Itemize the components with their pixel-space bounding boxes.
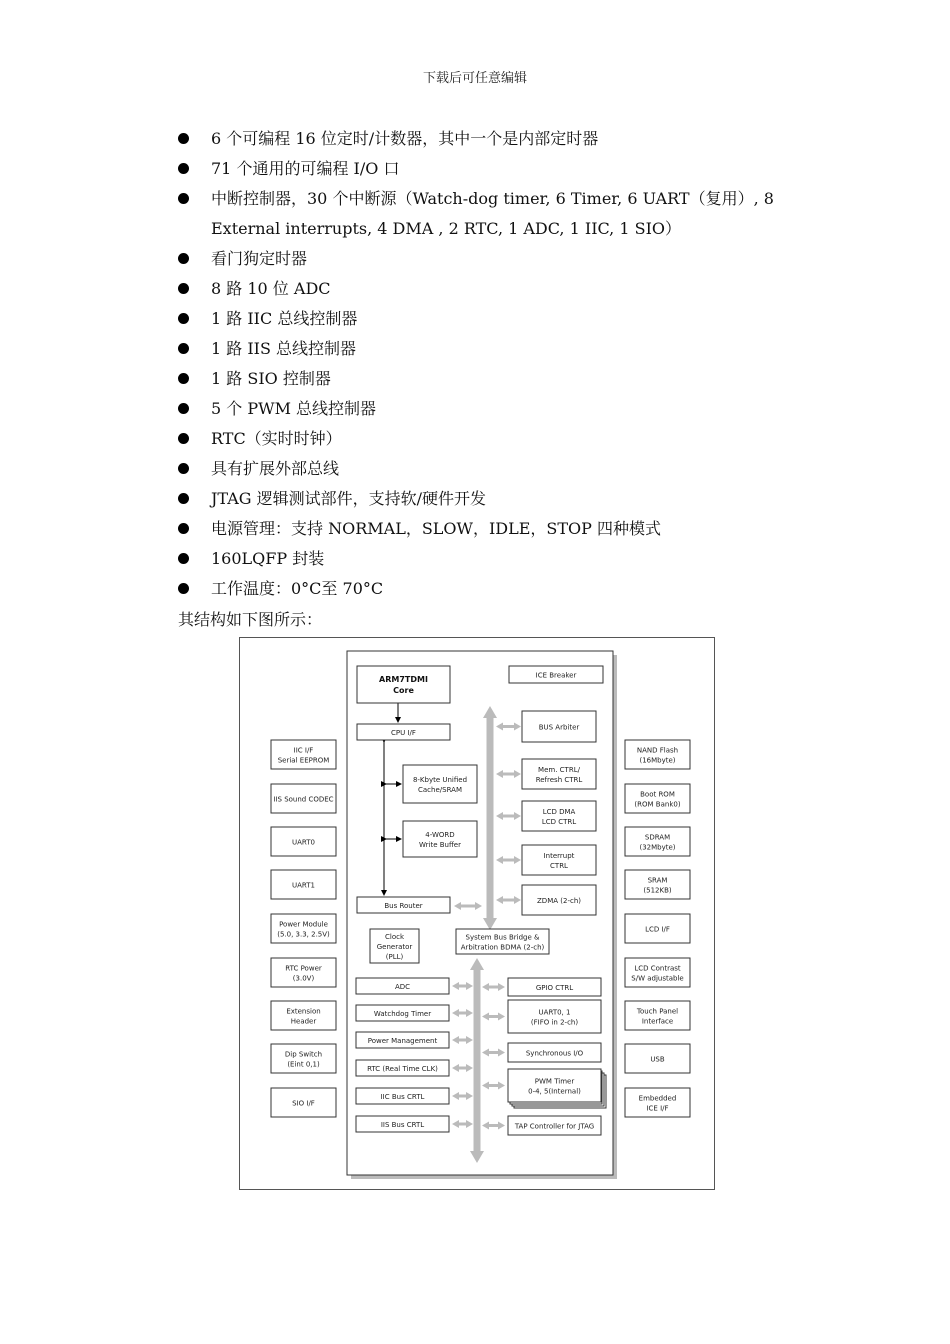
left-peripheral-7-label: (Eint 0,1): [287, 1060, 320, 1069]
upper-block-0-label: BUS Arbiter: [538, 723, 580, 732]
clock-generator-label: (PLL): [385, 953, 404, 961]
bullet-text: 1 路 IIC 总线控制器: [211, 309, 358, 328]
upper-block-1-label: Mem. CTRL/: [538, 766, 580, 774]
upper-block-2-label: LCD DMA: [542, 808, 576, 816]
left-peripheral-3-label: UART1: [292, 881, 315, 890]
right-peripheral-0-label: NAND Flash: [636, 746, 679, 755]
left-peripheral-0-label: IIC I/F: [293, 746, 314, 755]
lower-left-block-0-label: ADC: [394, 983, 411, 991]
right-peripheral-6: [625, 1001, 690, 1030]
bullet-item: [178, 244, 818, 274]
right-peripheral-4-label: LCD I/F: [645, 925, 670, 934]
upper-block-3-label: CTRL: [550, 862, 568, 870]
right-peripheral-2-label: (32Mbyte): [639, 843, 676, 852]
lower-right-block-1: [508, 1000, 601, 1033]
bullet-item: [178, 394, 818, 424]
bullet-text: JTAG 逻辑测试部件，支持软/硬件开发: [211, 489, 487, 508]
structure-intro: 其结构如下图所示：: [178, 610, 323, 629]
bullet-text: 具有扩展外部总线: [211, 459, 340, 478]
bullet-item: [178, 544, 818, 574]
bullet-item: [178, 304, 818, 334]
bullet-item: [178, 364, 818, 394]
right-peripheral-3: [625, 870, 690, 899]
bullet-text: 6 个可编程 16 位定时/计数器，其中一个是内部定时器: [211, 129, 599, 148]
system-bus-bridge-label: System Bus Bridge &: [465, 933, 540, 942]
left-peripheral-4-label: Power Module: [279, 920, 328, 929]
bullet-text: 中断控制器，30 个中断源（Watch-dog timer, 6 Timer, 6 UART（复用）, 8 External interrupts, 4 DMA , 2 RTC, 1 ADC, 1 IIC, 1 SIO）: [211, 189, 774, 238]
bullet-dot-icon: [178, 553, 189, 564]
bullet-dot-icon: [178, 463, 189, 474]
lower-left-block-1-label: Watchdog Timer: [373, 1010, 432, 1018]
write-buffer: [403, 821, 477, 857]
right-peripheral-2-label: SDRAM: [644, 833, 671, 842]
clock-generator-label: Generator: [376, 943, 413, 951]
upper-block-4-label: ZDMA (2-ch): [537, 897, 581, 905]
right-peripheral-8: [625, 1088, 690, 1117]
lower-left-block-3-label: RTC (Real Time CLK): [367, 1065, 438, 1073]
bullet-item: [178, 514, 818, 544]
left-peripheral-5: [271, 958, 336, 987]
lower-right-block-2-label: Synchronous I/O: [525, 1049, 584, 1058]
arm7tdmi-core-label: ARM7TDMI: [379, 675, 428, 684]
left-peripheral-1-label: IIS Sound CODEC: [273, 795, 334, 804]
bullet-dot-icon: [178, 433, 189, 444]
lower-right-block-3: [508, 1069, 601, 1102]
cpu-if-label: CPU I/F: [391, 729, 416, 737]
left-peripheral-6-label: Header: [290, 1017, 317, 1026]
bullet-dot-icon: [178, 253, 189, 264]
bullet-item: [178, 424, 818, 454]
bullet-dot-icon: [178, 193, 189, 204]
bullet-text: RTC（实时时钟）: [211, 429, 342, 448]
right-peripheral-6-label: Interface: [641, 1017, 674, 1026]
clock-generator-label: Clock: [384, 933, 405, 941]
block-diagram: [239, 637, 715, 1190]
left-peripheral-7-label: Dip Switch: [284, 1050, 323, 1059]
bullet-item: [178, 454, 818, 484]
lower-left-block-4-label: IIC Bus CRTL: [380, 1093, 425, 1101]
upper-block-3: [522, 845, 596, 875]
right-peripheral-5-label: LCD Contrast: [634, 964, 681, 973]
lower-right-block-1-label: (FIFO in 2-ch): [530, 1018, 579, 1027]
lower-right-block-3-label: 0-4, 5(Internal): [528, 1087, 581, 1096]
right-peripheral-5: [625, 958, 690, 987]
bullet-item: [178, 274, 818, 304]
bullet-text: 1 路 IIS 总线控制器: [211, 339, 357, 358]
bullet-dot-icon: [178, 343, 189, 354]
bullet-text: 电源管理：支持 NORMAL，SLOW，IDLE，STOP 四种模式: [211, 519, 662, 538]
lower-right-block-0-label: GPIO CTRL: [535, 984, 574, 992]
bullet-dot-icon: [178, 523, 189, 534]
bullet-dot-icon: [178, 493, 189, 504]
right-peripheral-5-label: S/W adjustable: [631, 974, 684, 983]
bullet-dot-icon: [178, 403, 189, 414]
bullet-dot-icon: [178, 583, 189, 594]
bullet-item: [178, 484, 818, 514]
left-peripheral-4-label: (5.0, 3.3, 2.5V): [277, 930, 330, 939]
right-peripheral-1-label: Boot ROM: [640, 790, 675, 799]
bullet-text: 8 路 10 位 ADC: [211, 279, 331, 298]
bullet-item: [178, 574, 818, 604]
right-peripheral-3-label: SRAM: [647, 876, 668, 885]
left-peripheral-4: [271, 914, 336, 943]
upper-block-3-label: Interrupt: [543, 852, 575, 860]
cache-sram: [403, 765, 477, 803]
upper-block-1-label: Refresh CTRL: [535, 776, 583, 784]
bullet-item: [178, 334, 818, 364]
bullet-dot-icon: [178, 373, 189, 384]
right-peripheral-8-label: ICE I/F: [646, 1104, 669, 1113]
lower-right-block-1-label: UART0, 1: [538, 1008, 571, 1017]
bullet-dot-icon: [178, 163, 189, 174]
bullet-item: [178, 184, 818, 244]
bullet-text: 工作温度：0°C至 70°C: [211, 579, 384, 598]
lower-right-block-4-label: TAP Controller for JTAG: [514, 1122, 595, 1131]
right-peripheral-7-label: USB: [650, 1055, 665, 1064]
left-peripheral-8-label: SIO I/F: [292, 1099, 315, 1108]
page-header: 下载后可任意编辑: [422, 71, 527, 86]
bullet-dot-icon: [178, 133, 189, 144]
bullet-text: 1 路 SIO 控制器: [211, 369, 331, 388]
right-peripheral-3-label: (512KB): [643, 886, 672, 895]
left-peripheral-6: [271, 1001, 336, 1030]
left-peripheral-2-label: UART0: [292, 838, 315, 847]
cache-sram-label: 8-Kbyte Unified: [412, 776, 468, 784]
right-peripheral-0: [625, 740, 690, 769]
lower-left-block-2-label: Power Management: [367, 1037, 438, 1045]
right-peripheral-2: [625, 827, 690, 856]
bus-router-label: Bus Router: [384, 902, 423, 910]
bullet-text: 5 个 PWM 总线控制器: [211, 399, 377, 418]
right-peripheral-8-label: Embedded: [638, 1094, 677, 1103]
system-bus-bridge-label: Arbitration BDMA (2-ch): [460, 943, 545, 952]
left-peripheral-7: [271, 1044, 336, 1073]
upper-block-2-label: LCD CTRL: [541, 818, 577, 826]
left-peripheral-0-label: Serial EEPROM: [277, 756, 330, 765]
lower-right-block-3-label: PWM Timer: [534, 1077, 575, 1086]
left-peripheral-5-label: (3.0V): [292, 974, 315, 983]
write-buffer-label: Write Buffer: [419, 841, 461, 849]
ice-breaker-label: ICE Breaker: [535, 671, 577, 680]
block-diagram-svg: [240, 638, 714, 1189]
bullet-dot-icon: [178, 313, 189, 324]
right-peripheral-6-label: Touch Panel: [636, 1007, 679, 1016]
bullet-dot-icon: [178, 283, 189, 294]
right-peripheral-1: [625, 784, 690, 813]
left-peripheral-6-label: Extension: [286, 1007, 321, 1016]
cache-sram-label: Cache/SRAM: [418, 786, 462, 794]
left-peripheral-5-label: RTC Power: [285, 964, 322, 973]
bullet-item: [178, 124, 818, 154]
feature-bullet-list: [178, 124, 818, 604]
write-buffer-label: 4-WORD: [425, 831, 455, 839]
upper-block-1: [522, 759, 596, 789]
left-peripheral-0: [271, 740, 336, 769]
arm7tdmi-core-label: Core: [393, 686, 414, 695]
bullet-text: 160LQFP 封装: [211, 549, 325, 568]
bullet-item: [178, 154, 818, 184]
right-peripheral-1-label: (ROM Bank0): [634, 800, 681, 809]
bullet-text: 看门狗定时器: [211, 249, 308, 268]
lower-left-block-5-label: IIS Bus CRTL: [380, 1121, 425, 1129]
arm7tdmi-core: [357, 666, 450, 703]
bullet-text: 71 个通用的可编程 I/O 口: [211, 159, 400, 178]
upper-block-2: [522, 801, 596, 831]
right-peripheral-0-label: (16Mbyte): [639, 756, 676, 765]
